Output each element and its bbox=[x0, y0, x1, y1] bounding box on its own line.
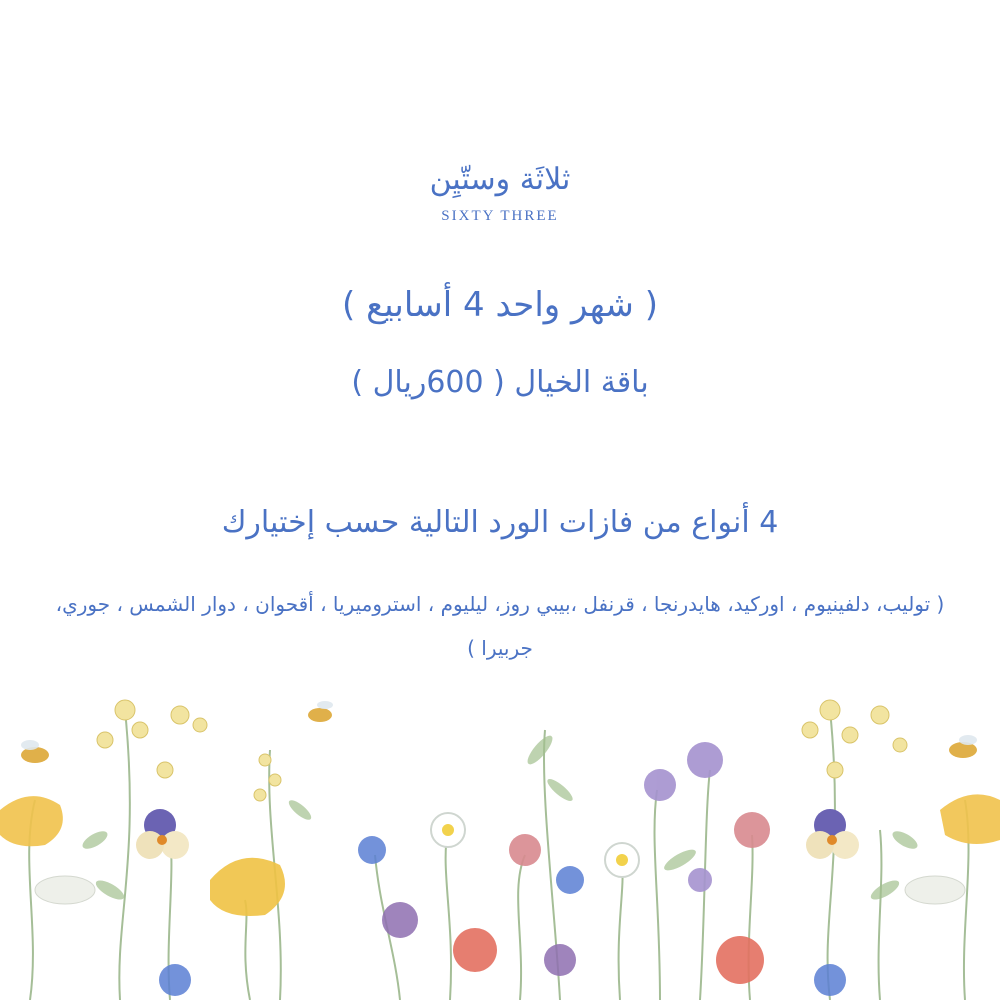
flower-list-text: ( توليب، دلفينيوم ، اوركيد، هايدرنجا ، قرنفل ،بيبي روز، ليليوم ، استروميريا ، أقحوان ، دوار الشمس ، جوري، جربيرا ) bbox=[55, 592, 945, 660]
flower-types-heading: 4 أنواع من فازات الورد التالية حسب إختيارك bbox=[221, 505, 779, 540]
wildflower-meadow-illustration bbox=[0, 690, 1000, 1000]
duration-text: ( شهر واحد 4 أسابيع ) bbox=[342, 285, 658, 325]
brand-logo-english: SIXTY THREE bbox=[441, 208, 559, 224]
package-text: باقة الخيال ( 600ريال ) bbox=[351, 365, 649, 400]
brand-logo-arabic: ثلاثَة وستّيِن bbox=[429, 162, 571, 197]
